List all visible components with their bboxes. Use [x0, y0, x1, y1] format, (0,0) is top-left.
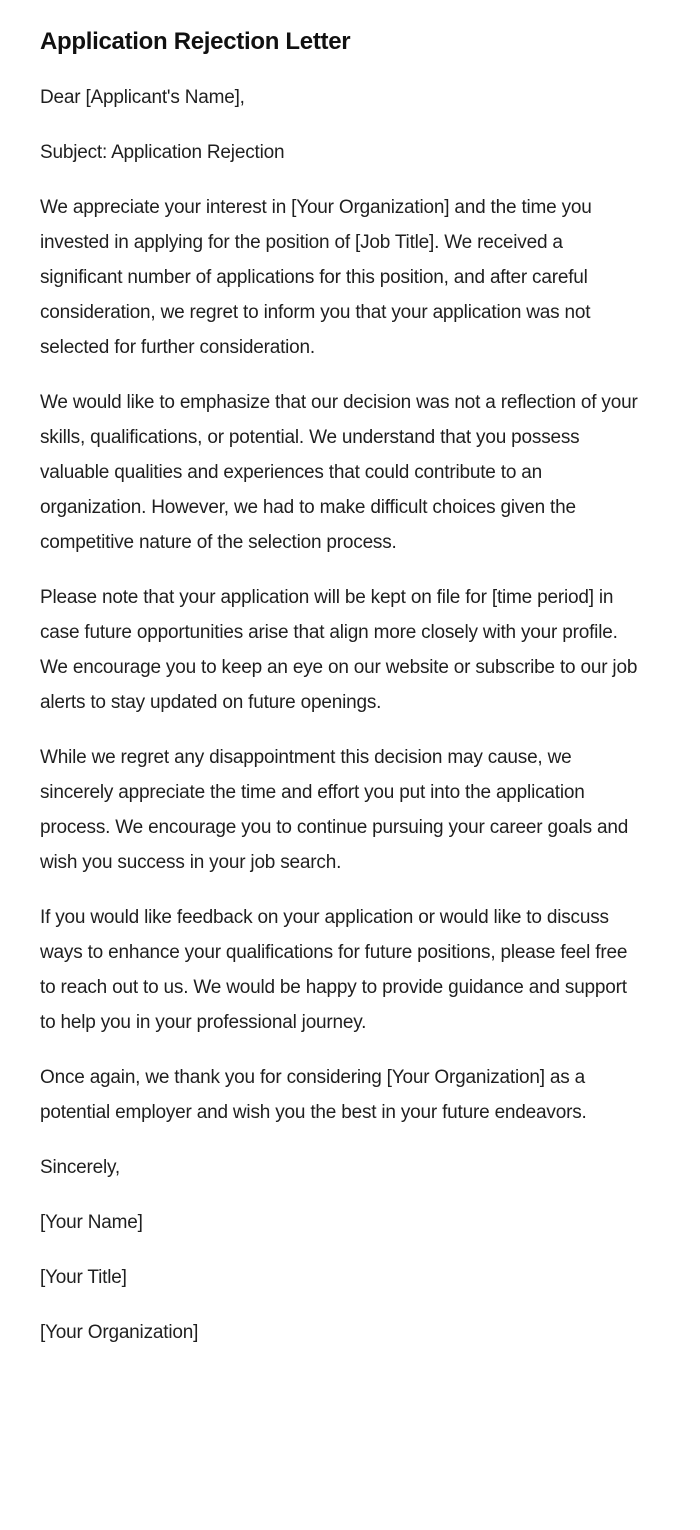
signature-name: [Your Name]	[40, 1212, 143, 1233]
signature-organization: [Your Organization]	[40, 1322, 199, 1343]
letter-title: Application Rejection Letter	[40, 28, 351, 55]
letter-paragraph: Once again, we thank you for considering [Your Organization] as a potential employer and wish you the best in your future endeavors.	[40, 1067, 587, 1123]
letter-paragraph: While we regret any disappointment this decision may cause, we sincerely appreciate the time and effort you put into the application process. We encourage you to continue pursuing your career goals and wish you success in your job search.	[40, 747, 629, 873]
closing: Sincerely,	[40, 1157, 121, 1178]
letter-paragraph: We would like to emphasize that our decision was not a reflection of your skills, qualifications, or potential. We understand that you possess valuable qualities and experiences that could contribute to an organization. However, we had to make difficult choices given the competitive nature of the selection process.	[40, 392, 638, 553]
subject-line: Subject: Application Rejection	[40, 142, 285, 163]
letter-paragraph: Please note that your application will be kept on file for [time period] in case future opportunities arise that align more closely with your profile. We encourage you to keep an eye on our website or subscribe to our job alerts to stay updated on future openings.	[40, 587, 638, 713]
salutation: Dear [Applicant's Name],	[40, 87, 245, 108]
signature-title: [Your Title]	[40, 1267, 127, 1288]
letter-paragraph: We appreciate your interest in [Your Organization] and the time you invested in applying for the position of [Job Title]. We received a significant number of applications for this position, and after careful consideration, we regret to inform you that your application was not selected for further consideration.	[40, 197, 592, 358]
letter-paragraph: If you would like feedback on your application or would like to discuss ways to enhance your qualifications for future positions, please feel free to reach out to us. We would be happy to provide guidance and support to help you in your professional journey.	[40, 907, 628, 1033]
